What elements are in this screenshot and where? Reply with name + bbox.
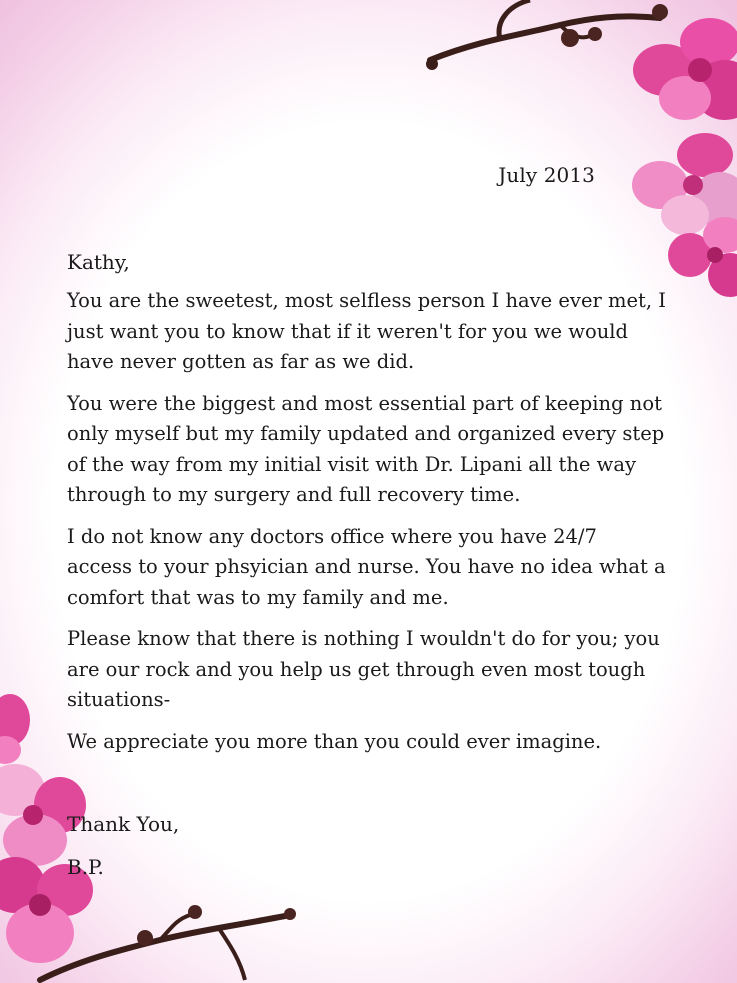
letter-paragraph: You are the sweetest, most selfless person I have ever met, I just want you to know that if it weren't for you we would have never gotten as far as we did.	[67, 289, 666, 373]
letter-greeting: Kathy,	[67, 250, 130, 274]
orchid-branch-icon	[420, 0, 737, 300]
letter-body	[67, 286, 667, 768]
letter-paragraph: You were the biggest and most essential part of keeping not only myself but my family updated and organized every step of the way from my initial visit with Dr. Lipani all the way through to my surgery and full recovery time.	[67, 391, 665, 506]
letter-date: July 2013	[498, 163, 595, 187]
letter-paragraph: Please know that there is nothing I wouldn't do for you; you are our rock and you help us get through even most tough situations-	[67, 627, 660, 711]
letter-paragraph: I do not know any doctors office where you have 24/7 access to your phsyician and nurse. You have no idea what a comfort that was to my family and me.	[67, 524, 666, 609]
letter-signature: B.P.	[67, 855, 104, 879]
letter-paragraph: We appreciate you more than you could ever imagine.	[67, 729, 602, 753]
letter-closing: Thank You,	[67, 812, 180, 836]
